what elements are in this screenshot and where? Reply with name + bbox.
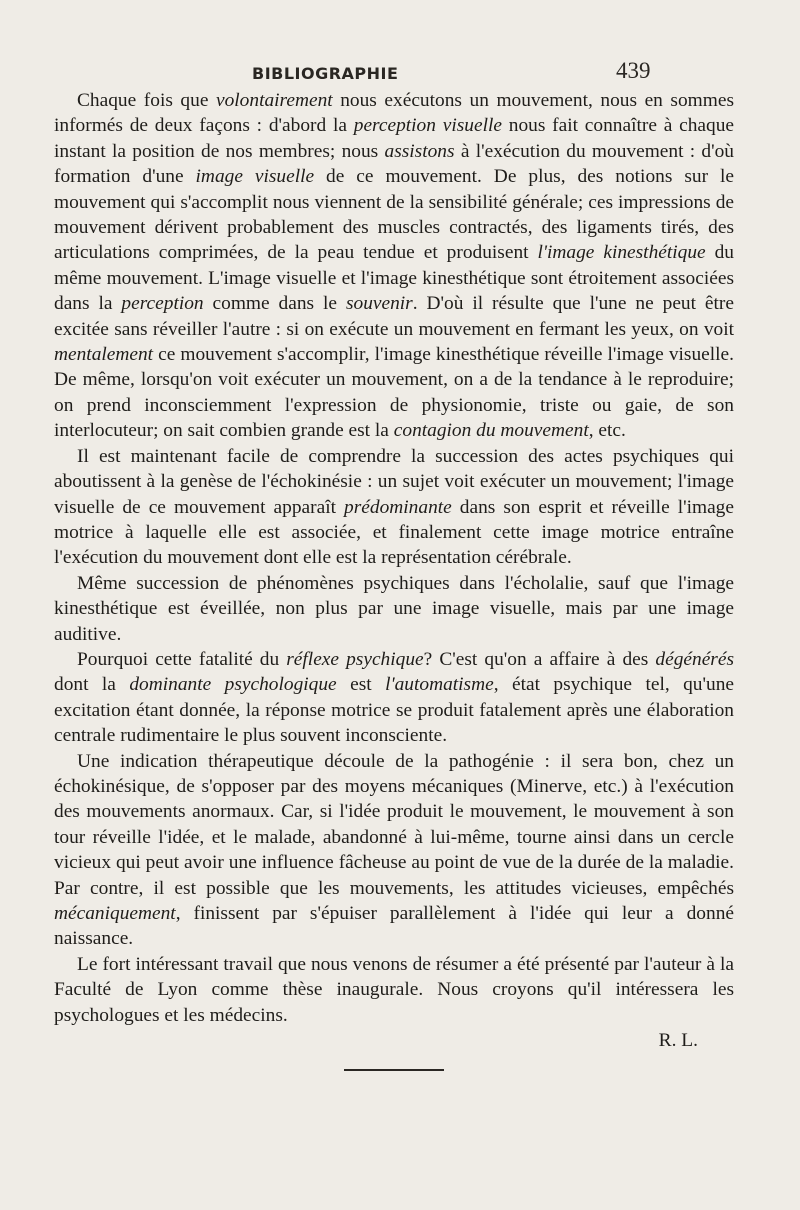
paragraph-1 (54, 88, 734, 444)
text-run: Pourquoi cette fatalité du (77, 648, 287, 670)
italic-run: réflexe psychique (286, 648, 424, 670)
text-run: dont la (54, 674, 130, 696)
italic-run: dominante psychologique (129, 674, 337, 696)
paragraph-4 (54, 647, 734, 749)
text-run: dans son esprit et réveille l'image motrice à laquelle elle est associée, et finalement cette image motrice entraîne l'exécution du mouvement dont elle est la représentation cérébrale. (54, 496, 734, 569)
text-run: nous fait connaître à chaque instant la position de nos membres; nous (54, 115, 735, 162)
italic-run: souvenir (345, 293, 413, 315)
running-head: BIBLIOGRAPHIE (252, 64, 399, 83)
italic-run: prédominante (344, 496, 452, 518)
italic-run: volontairement (215, 90, 333, 111)
text-run: est (336, 674, 386, 696)
page-number: 439 (616, 58, 651, 83)
italic-run: dégénérés (655, 648, 734, 670)
text-run: , état psychique tel, qu'une excitation étant donnée, la réponse motrice se produit fatalement après une élaboration centrale rudimentaire le plus souvent inconsciente. (54, 674, 734, 747)
text-run: à l'exécution du mouvement : d'où formation d'une (54, 140, 734, 188)
closing-rule (344, 1069, 444, 1071)
italic-run: mentalement (54, 344, 154, 366)
text-run: comme dans le (203, 293, 346, 315)
text-run: . D'où il résulte que l'une ne peut être excitée sans réveiller l'autre : si on exécute un mouvement en fermant les yeux, on voit (54, 293, 734, 340)
italic-run: l'image kinesthétique (537, 242, 706, 264)
paragraph-5 (54, 749, 734, 952)
italic-run: image visuelle (195, 166, 315, 188)
italic-run: l'automatisme (385, 674, 494, 696)
text-run: Chaque fois que (77, 90, 216, 111)
text-run: Une indication thérapeutique découle de la pathogénie : il sera bon, chez un échokinésique, de s'opposer par des moyens mécaniques (Minerve, etc.) à l'exécution des mouvements anormaux. Car, si l'idée produit le mouvement, le mouvement à son tour réveille l'idée, et le malade, abandonné à lui-même, tourne ainsi dans un cercle vicieux qui peut avoir une influence fâcheuse au point de vue de la durée de la maladie. Par contre, il est possible que les mouvements, les attitudes vicieuses, empêchés (54, 750, 734, 899)
text-run: ce mouvement s'accomplir, l'image kinesthétique réveille l'image visuelle. De même, lorsqu'on voit exécuter un mouvement, on a de la tendance à le reproduire; on prend inconsciemment l'expression de physionomie, triste ou gaie, de son interlocuteur; on sait combien grande est la (54, 344, 734, 442)
text-run: Le fort intéressant travail que nous venons de résumer a été présenté par l'auteur à la Faculté de Lyon comme thèse inaugurale. Nous croyons qu'il intéressera les psychologues et les médecins. (54, 953, 734, 1026)
text-run: Même succession de phénomènes psychiques dans l'écholalie, sauf que l'image kinesthétique est éveillée, non plus par une image visuelle, mais par une image auditive. (54, 572, 734, 645)
italic-run: contagion du mouvement (393, 420, 589, 442)
italic-run: mécaniquement (54, 903, 176, 924)
text-run: , etc. (588, 420, 626, 442)
text-run: ? C'est qu'on a affaire à des (423, 648, 656, 670)
text-run: , finissent par s'épuiser parallèlement à l'idée qui leur a donné naissance. (54, 903, 734, 950)
italic-run: assistons (384, 140, 455, 162)
paragraph-2 (54, 444, 734, 571)
italic-run: perception visuelle (353, 115, 502, 137)
text-run: Il est maintenant facile de comprendre la succession des actes psychiques qui aboutissent à la genèse de l'échokinésie : un sujet voit exécuter un mouvement; l'image visuelle de ce mouvement apparaît (54, 445, 734, 518)
text-run: du même mouvement. L'image visuelle et l'image kinesthétique sont étroitement associées dans la (54, 242, 734, 315)
paragraph-6 (54, 952, 734, 1028)
text-run: nous exécutons un mouvement, nous en sommes informés de deux façons : d'abord la (54, 90, 734, 137)
text-run: de ce mouvement. De plus, des notions sur le mouvement qui s'accomplit nous viennent de la sensibilité générale; ces impressions de mouvement dérivent probablement des muscles contractés, des ligaments tirés, des articulations comprimées, de la peau tendue et produisent (54, 166, 734, 264)
paragraph-3 (54, 571, 734, 647)
page-header (0, 58, 800, 88)
signature: R. L. (658, 1030, 698, 1052)
body-text (54, 88, 734, 1071)
italic-run: perception (121, 293, 204, 315)
